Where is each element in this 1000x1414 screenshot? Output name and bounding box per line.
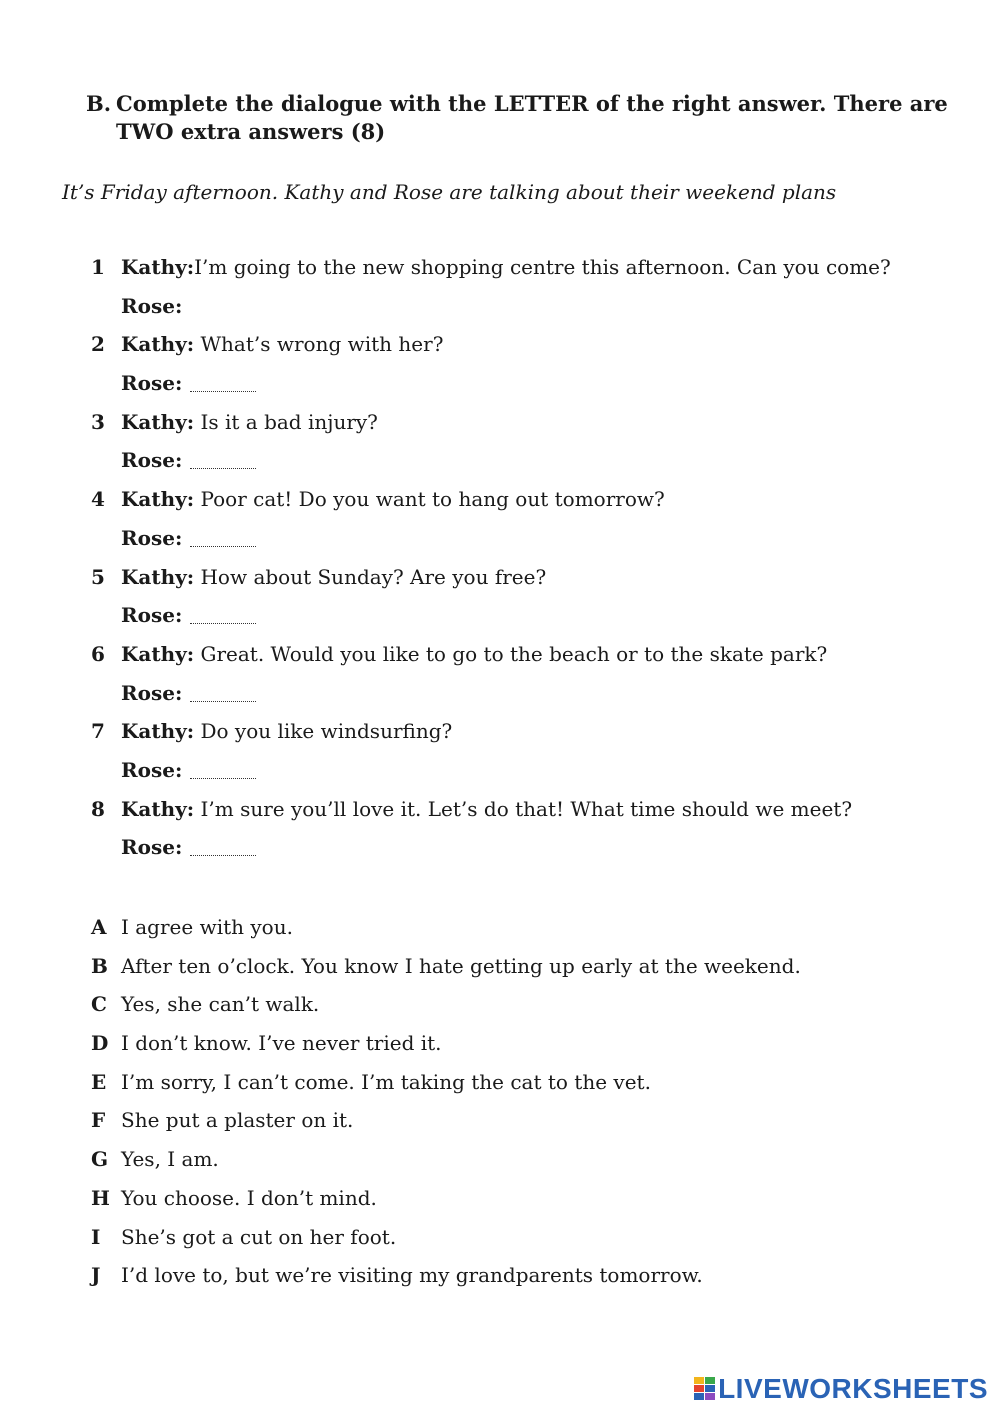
dialogue-intro: It’s Friday afternoon. Kathy and Rose are talking about their weekend plans: [62, 180, 837, 204]
kathy-line-text: I’m going to the new shopping centre this afternoon. Can you come?: [194, 255, 891, 279]
option-letter: A: [91, 915, 107, 939]
option-letter: F: [91, 1108, 106, 1133]
answer-blank[interactable]: [190, 532, 256, 547]
dialogue-kathy-line: [0, 407, 1000, 446]
section-letter: B.: [86, 91, 112, 116]
speaker-kathy: Kathy:: [121, 796, 195, 821]
kathy-line-text: Great. Would you like to go to the beach or to the skate park?: [194, 641, 828, 666]
dialogue-kathy-line: [0, 562, 1000, 601]
kathy-line-text: Poor cat! Do you want to hang out tomorrow?: [194, 487, 665, 512]
option-text: Yes, she can’t walk.: [121, 992, 320, 1017]
question-number: 7: [91, 719, 105, 744]
option-text: I don’t know. I’ve never tried it.: [121, 1031, 442, 1056]
dialogue-rose-line: [0, 368, 1000, 407]
option-text: After ten o’clock. You know I hate getting up early at the weekend.: [121, 953, 801, 978]
speaker-kathy: Kathy:: [121, 564, 195, 589]
dialogue-rose-line: [0, 523, 1000, 562]
dialogue-list: [0, 252, 1000, 871]
answer-option: [0, 1105, 1000, 1144]
speaker-rose: Rose:: [121, 371, 183, 396]
section-instructions: Complete the dialogue with the LETTER of the right answer. There are TWO extra answers (8): [116, 91, 948, 144]
question-number: 3: [91, 409, 105, 434]
dialogue-kathy-line: [0, 252, 1000, 291]
kathy-line-text: Do you like windsurfing?: [194, 719, 453, 744]
option-letter: I: [91, 1224, 101, 1249]
option-text: I’d love to, but we’re visiting my grandparents tomorrow.: [121, 1263, 703, 1288]
answer-blank[interactable]: [190, 687, 256, 702]
option-letter: G: [91, 1147, 109, 1172]
answer-option: [0, 1183, 1000, 1222]
question-number: 4: [91, 487, 105, 512]
speaker-rose: Rose:: [121, 757, 183, 782]
dialogue-kathy-line: [0, 794, 1000, 833]
question-number: 6: [91, 641, 105, 666]
section-heading: [86, 90, 966, 146]
liveworksheets-logo: [694, 1372, 988, 1406]
answer-option: [0, 1067, 1000, 1106]
answer-option: [0, 912, 1000, 951]
dialogue-rose-line: [0, 291, 1000, 330]
answer-blank[interactable]: [190, 841, 256, 856]
answer-blank[interactable]: [190, 764, 256, 779]
speaker-kathy: Kathy:: [121, 255, 195, 279]
dialogue-rose-line: [0, 755, 1000, 794]
dialogue-kathy-line: [0, 329, 1000, 368]
speaker-kathy: Kathy:: [121, 641, 195, 666]
option-letter: D: [91, 1031, 109, 1056]
kathy-line-text: I’m sure you’ll love it. Let’s do that! What time should we meet?: [194, 796, 853, 821]
answer-option: [0, 989, 1000, 1028]
question-number: 1: [91, 255, 105, 279]
speaker-rose: Rose:: [121, 835, 183, 860]
option-letter: J: [91, 1263, 101, 1288]
option-letter: H: [91, 1185, 110, 1210]
speaker-kathy: Kathy:: [121, 719, 195, 744]
speaker-rose: Rose:: [121, 603, 183, 628]
option-text: Yes, I am.: [121, 1147, 219, 1172]
answer-blank[interactable]: [190, 377, 256, 392]
dialogue-rose-line: [0, 678, 1000, 717]
option-letter: C: [91, 992, 107, 1017]
option-text: She’s got a cut on her foot.: [121, 1224, 397, 1249]
speaker-kathy: Kathy:: [121, 332, 195, 357]
answer-option: [0, 1144, 1000, 1183]
logo-text: LIVEWORKSHEETS: [718, 1373, 988, 1404]
option-text: I agree with you.: [121, 915, 293, 939]
speaker-rose: Rose:: [121, 293, 183, 318]
dialogue-kathy-line: [0, 639, 1000, 678]
answer-option: [0, 951, 1000, 990]
dialogue-rose-line: [0, 600, 1000, 639]
answer-option: [0, 1222, 1000, 1261]
kathy-line-text: Is it a bad injury?: [194, 409, 378, 434]
option-letter: E: [91, 1069, 107, 1094]
speaker-rose: Rose:: [121, 525, 183, 550]
question-number: 2: [91, 332, 105, 357]
speaker-rose: Rose:: [121, 680, 183, 705]
answer-option: [0, 1028, 1000, 1067]
dialogue-rose-line: [0, 832, 1000, 871]
option-letter: B: [91, 953, 108, 978]
dialogue-kathy-line: [0, 716, 1000, 755]
option-text: I’m sorry, I can’t come. I’m taking the cat to the vet.: [121, 1069, 651, 1094]
speaker-kathy: Kathy:: [121, 409, 195, 434]
dialogue-rose-line: [0, 445, 1000, 484]
answer-options-list: [0, 912, 1000, 1299]
dialogue-kathy-line: [0, 484, 1000, 523]
option-text: She put a plaster on it.: [121, 1108, 354, 1133]
question-number: 8: [91, 796, 105, 821]
answer-blank[interactable]: [190, 454, 256, 469]
question-number: 5: [91, 564, 105, 589]
answer-blank[interactable]: [190, 609, 256, 624]
logo-grid-icon: [694, 1377, 716, 1401]
speaker-rose: Rose:: [121, 448, 183, 473]
kathy-line-text: What’s wrong with her?: [194, 332, 444, 357]
kathy-line-text: How about Sunday? Are you free?: [194, 564, 547, 589]
answer-option: [0, 1260, 1000, 1299]
option-text: You choose. I don’t mind.: [121, 1185, 377, 1210]
speaker-kathy: Kathy:: [121, 487, 195, 512]
